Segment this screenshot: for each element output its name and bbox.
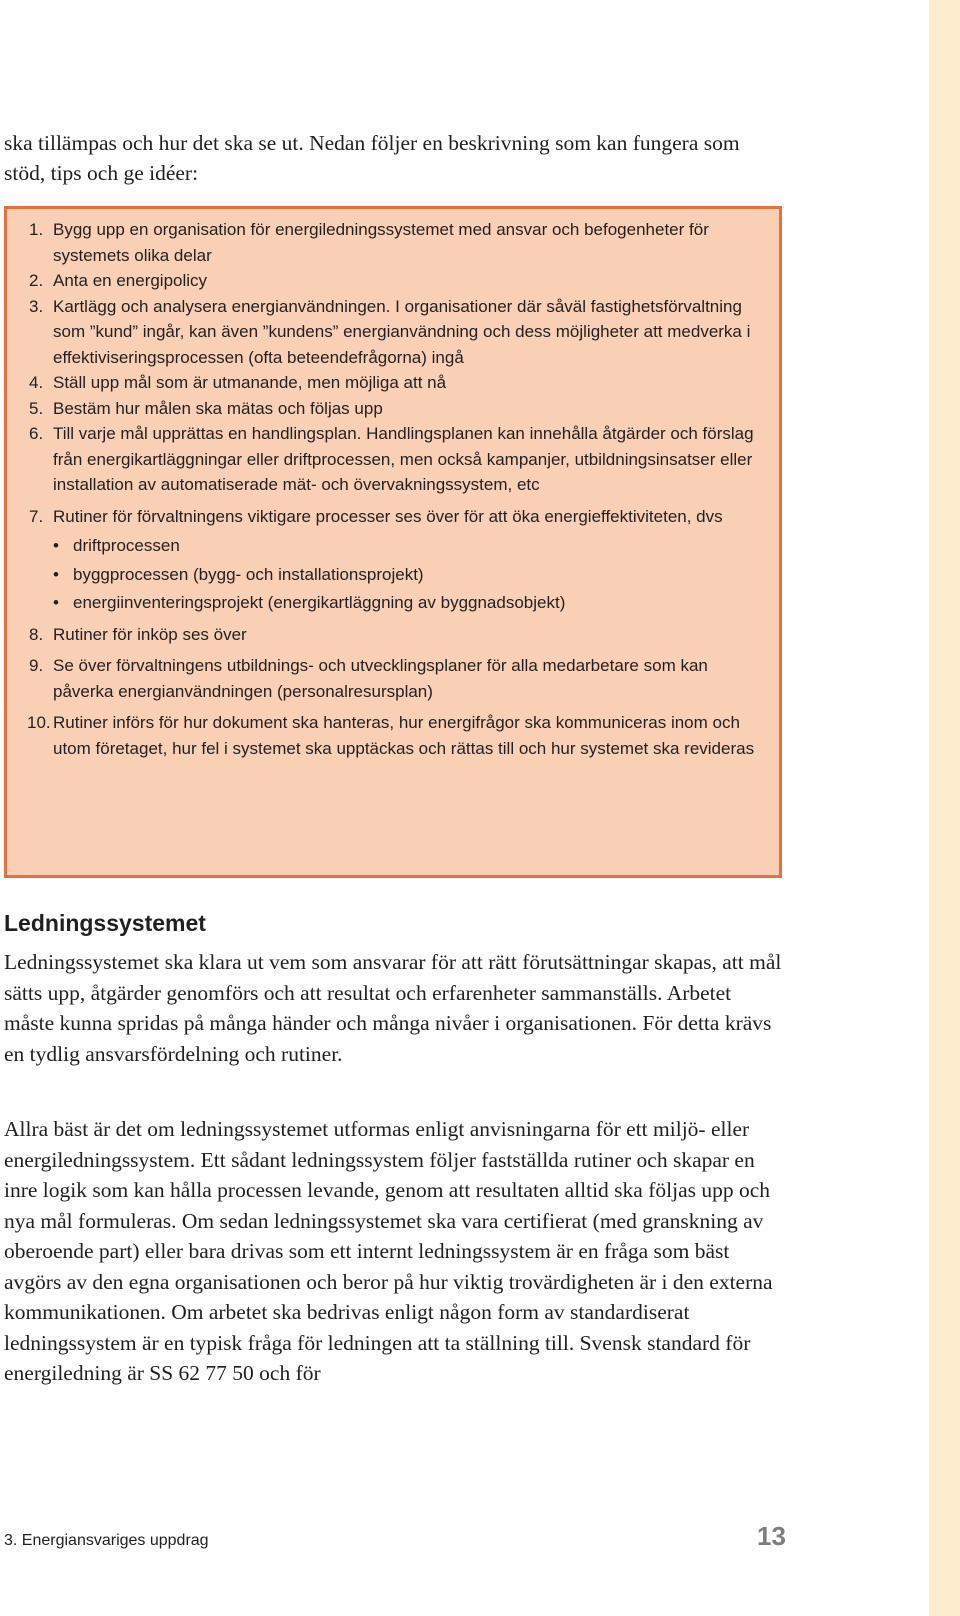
checklist-item-3 xyxy=(7,294,755,371)
checklist-item-1 xyxy=(7,217,755,268)
item-text: Rutiner för förvaltningens viktigare processer ses över för att öka energieffektiviteten, dvs xyxy=(53,506,723,526)
bullet-dot: • xyxy=(53,564,59,584)
item-number: 5. xyxy=(29,398,44,418)
item-text: Bestäm hur målen ska mätas och följas upp xyxy=(53,398,383,418)
bullet-dot: • xyxy=(53,593,59,612)
bullet-item: • driftprocessen xyxy=(53,533,755,559)
bullet-dot: • xyxy=(53,536,59,555)
item-text: Rutiner införs för hur dokument ska hanteras, hur energifrågor ska kommuniceras inom och utom företaget, hur fel i systemet ska upptäckas och rättas till och hur systemet ska revideras xyxy=(53,713,755,758)
item-text: Se över förvaltningens utbildnings- och utvecklingsplaner för alla medarbetare som kan påverka energianvändningen (personalresursplan) xyxy=(53,656,708,701)
item-text: Kartlägg och analysera energianvändningen. I organisationer där såväl fastighetsförvaltning som ”kund” ingår, kan även ”kundens” energianvändning och dess möjligheter att medverka i effektiviseringsprocessen (ofta beteendefrågorna) ingå xyxy=(53,296,751,367)
item-number: 10. xyxy=(27,713,51,732)
checklist-item-6 xyxy=(7,421,755,498)
item-number: 3. xyxy=(29,296,44,316)
process-bullet-list xyxy=(53,533,755,616)
body-paragraph-2: Allra bäst är det om ledningssystemet utformas enligt anvisningarna för ett miljö- eller energiledningssystem. Ett sådant ledningssystem följer fastställda rutiner och skapar en inre logik som kan hålla processen levande, genom att resultaten alltid ska följas upp och nya mål formuleras. Om sedan ledningssystemet ska vara certifierat (med granskning av oberoende part) eller bara drivas som ett internt ledningssystem är en fråga som bäst avgörs av den egna organisationen och beror på hur viktig trovärdigheten är i den externa kommunikationen. Om arbetet ska bedrivas enligt någon form av standardiserat ledningssystem är en typisk fråga för ledningen att ta ställning till. Svensk standard för energiledning är SS 62 77 50 och för xyxy=(4,1117,773,1385)
side-color-strip xyxy=(929,0,960,1616)
item-text: Till varje mål upprättas en handlingsplan. Handlingsplanen kan innehålla åtgärder och förslag från energikartläggningar eller driftprocessen, men också kampanjer, utbildningsinsatser eller installation av automatiserade mät- och övervakningssystem, etc xyxy=(53,424,754,494)
item-text: Rutiner för inköp ses över xyxy=(53,624,247,644)
checklist-item-4 xyxy=(7,370,755,396)
bullet-item: • byggprocessen (bygg- och installationsprojekt) xyxy=(53,562,755,588)
section-heading: Ledningssystemet xyxy=(4,910,206,936)
item-number: 8. xyxy=(29,624,44,644)
item-text: Anta en energipolicy xyxy=(53,271,208,290)
checklist-item-8 xyxy=(7,622,755,648)
item-number: 1. xyxy=(29,220,44,239)
body-paragraph-1: Ledningssystemet ska klara ut vem som ansvarar för att rätt förutsättningar skapas, att mål sätts upp, åtgärder genomförs och att resultat och erfarenheter sammanställs. Arbetet måste kunna spridas på många händer och många nivåer i organisationen. För detta krävs en tydlig ansvarsfördelning och rutiner. xyxy=(4,950,782,1066)
checklist-box xyxy=(4,206,782,878)
checklist-item-10 xyxy=(7,710,755,761)
item-number: 6. xyxy=(29,424,44,443)
item-text: Ställ upp mål som är utmanande, men möjliga att nå xyxy=(53,373,447,392)
checklist-item-7 xyxy=(7,504,755,616)
item-number: 9. xyxy=(29,656,44,675)
checklist-item-2 xyxy=(7,268,755,294)
item-number: 7. xyxy=(29,506,44,526)
page-number: 13 xyxy=(757,1521,786,1551)
bullet-item: • energiinventeringsprojekt (energikartläggning av byggnadsobjekt) xyxy=(53,590,755,616)
item-number: 2. xyxy=(29,271,44,290)
checklist-item-5 xyxy=(7,396,755,422)
footer-chapter-label: 3. Energiansvariges uppdrag xyxy=(4,1532,209,1549)
item-number: 4. xyxy=(29,373,44,392)
checklist-item-9 xyxy=(7,653,755,704)
item-text: Bygg upp en organisation för energiledningssystemet med ansvar och befogenheter för systemets olika delar xyxy=(53,220,709,265)
intro-paragraph: ska tillämpas och hur det ska se ut. Nedan följer en beskrivning som kan fungera som stöd, tips och ge idéer: xyxy=(4,131,740,185)
